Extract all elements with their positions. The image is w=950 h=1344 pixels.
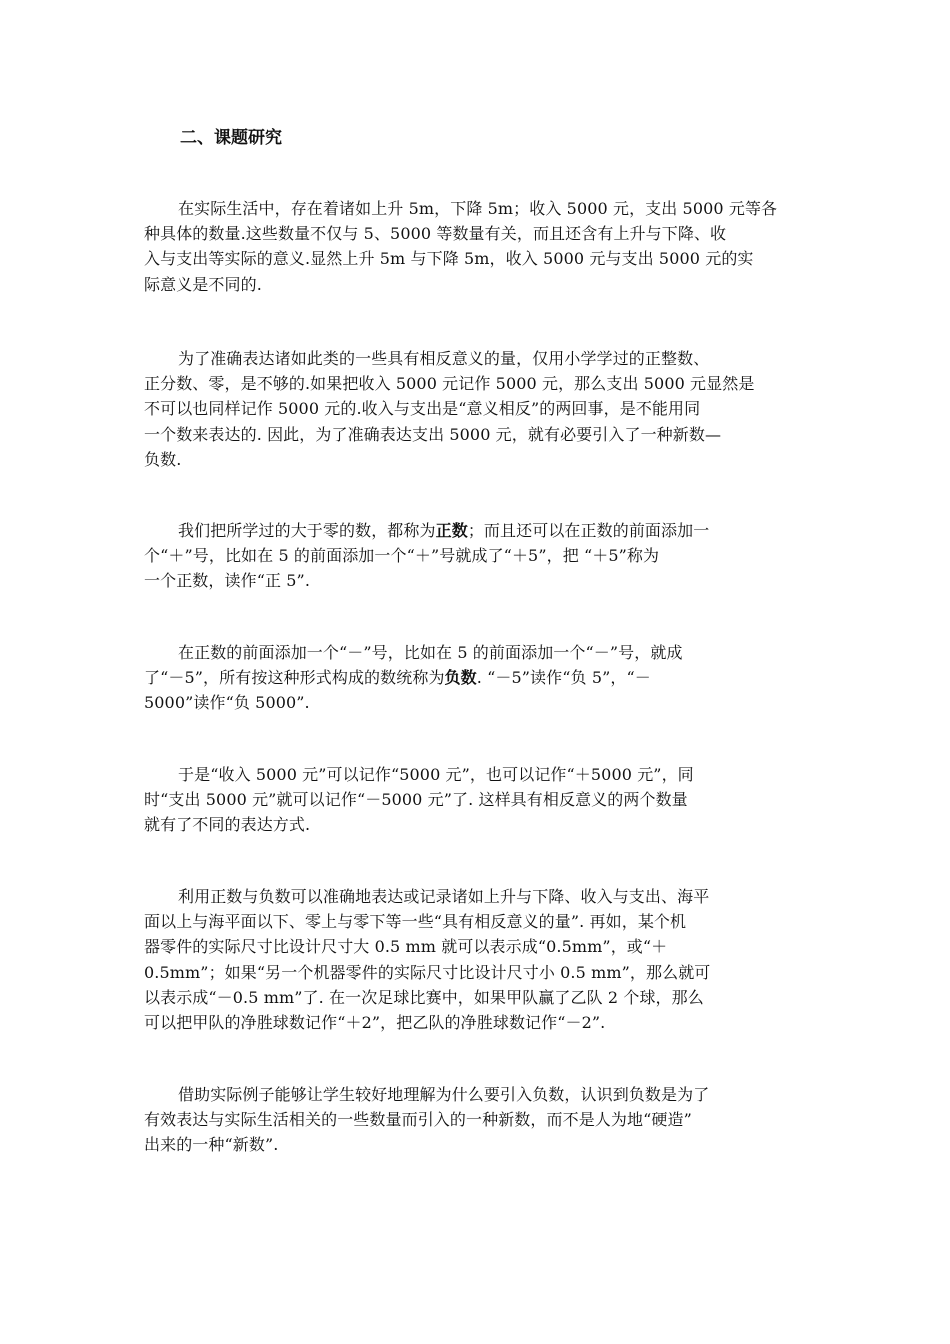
paragraph-line <box>144 518 806 543</box>
paragraph-line: 种具体的数量.这些数量不仅与 5、5000 等数量有关，而且还含有上升与下降、收 <box>144 224 727 244</box>
paragraph-line: 利用正数与负数可以准确地表达或记录诸如上升与下降、收入与支出、海平 <box>178 887 710 906</box>
paragraph-line <box>144 665 806 690</box>
paragraph-line: 出来的一种“新数”. <box>144 1135 279 1155</box>
paragraph-3 <box>144 518 806 594</box>
paragraph-2 <box>144 346 806 472</box>
paragraph-line: 正分数、零，是不够的.如果把收入 5000 元记作 5000 元，那么支出 5000 元显然是 <box>144 374 755 394</box>
section-heading: 二、课题研究 <box>180 128 282 148</box>
paragraph-line: 面以上与海平面以下、零上与零下等一些“具有相反意义的量”. 再如，某个机 <box>144 912 687 932</box>
paragraph-line: 可以把甲队的净胜球数记作“＋2”，把乙队的净胜球数记作“－2”. <box>144 1013 606 1033</box>
paragraph-line: 一个数来表达的. 因此，为了准确表达支出 5000 元，就有必要引入了一种新数— <box>144 424 722 444</box>
paragraph-line: 器零件的实际尺寸比设计尺寸大 0.5 mm 就可以表示成“0.5mm”，或“＋ <box>144 937 668 957</box>
paragraph-line: 一个正数，读作“正 5”. <box>144 571 311 591</box>
paragraph-line: 不可以也同样记作 5000 元的.收入与支出是“意义相反”的两回事，是不能用同 <box>144 399 701 419</box>
paragraph-line: 在实际生活中，存在着诸如上升 5m，下降 5m；收入 5000 元，支出 5000 元等各 <box>178 199 778 218</box>
paragraph-6 <box>144 884 806 1035</box>
term-positive-number: 正数 <box>435 521 468 540</box>
text-segment: ；而且还可以在正数的前面添加一 <box>467 521 710 540</box>
paragraph-1 <box>144 196 806 297</box>
paragraph-line: 有效表达与实际生活相关的一些数量而引入的一种新数，而不是人为地“硬造” <box>144 1110 692 1130</box>
paragraph-line: 为了准确表达诸如此类的一些具有相反意义的量，仅用小学学过的正整数、 <box>178 349 710 368</box>
paragraph-line: 时“支出 5000 元”就可以记作“－5000 元”了. 这样具有相反意义的两个数量 <box>144 790 688 810</box>
text-segment: 我们把所学过的大于零的数，都称为 <box>178 521 436 540</box>
paragraph-line: 于是“收入 5000 元”可以记作“5000 元”，也可以记作“＋5000 元”，同 <box>178 765 694 784</box>
text-segment: 了“－5”，所有按这种形式构成的数统称为 <box>144 668 445 688</box>
paragraph-5 <box>144 762 806 838</box>
term-negative-number: 负数 <box>444 668 477 688</box>
paragraph-7 <box>144 1082 806 1158</box>
paragraph-4 <box>144 640 806 716</box>
paragraph-line: 以表示成“－0.5 mm”了. 在一次足球比赛中，如果甲队赢了乙队 2 个球，那么 <box>144 987 704 1007</box>
paragraph-line: 个“＋”号，比如在 5 的前面添加一个“＋”号就成了“＋5”，把 “＋5”称为 <box>144 546 660 566</box>
paragraph-line: 借助实际例子能够让学生较好地理解为什么要引入负数，认识到负数是为了 <box>178 1085 710 1104</box>
paragraph-line: 5000”读作“负 5000”. <box>144 693 310 713</box>
paragraph-line: 负数. <box>144 449 182 469</box>
paragraph-line: 际意义是不同的. <box>144 274 262 294</box>
paragraph-line: 就有了不同的表达方式. <box>144 815 311 835</box>
text-segment: . “－5”读作“负 5”，“－ <box>476 668 651 688</box>
paragraph-line: 在正数的前面添加一个“－”号，比如在 5 的前面添加一个“－”号，就成 <box>178 643 683 662</box>
paragraph-line: 入与支出等实际的意义.显然上升 5m 与下降 5m，收入 5000 元与支出 5000 元的实 <box>144 249 754 269</box>
paragraph-line: 0.5mm”；如果“另一个机器零件的实际尺寸比设计尺寸小 0.5 mm”，那么就可 <box>144 962 711 982</box>
